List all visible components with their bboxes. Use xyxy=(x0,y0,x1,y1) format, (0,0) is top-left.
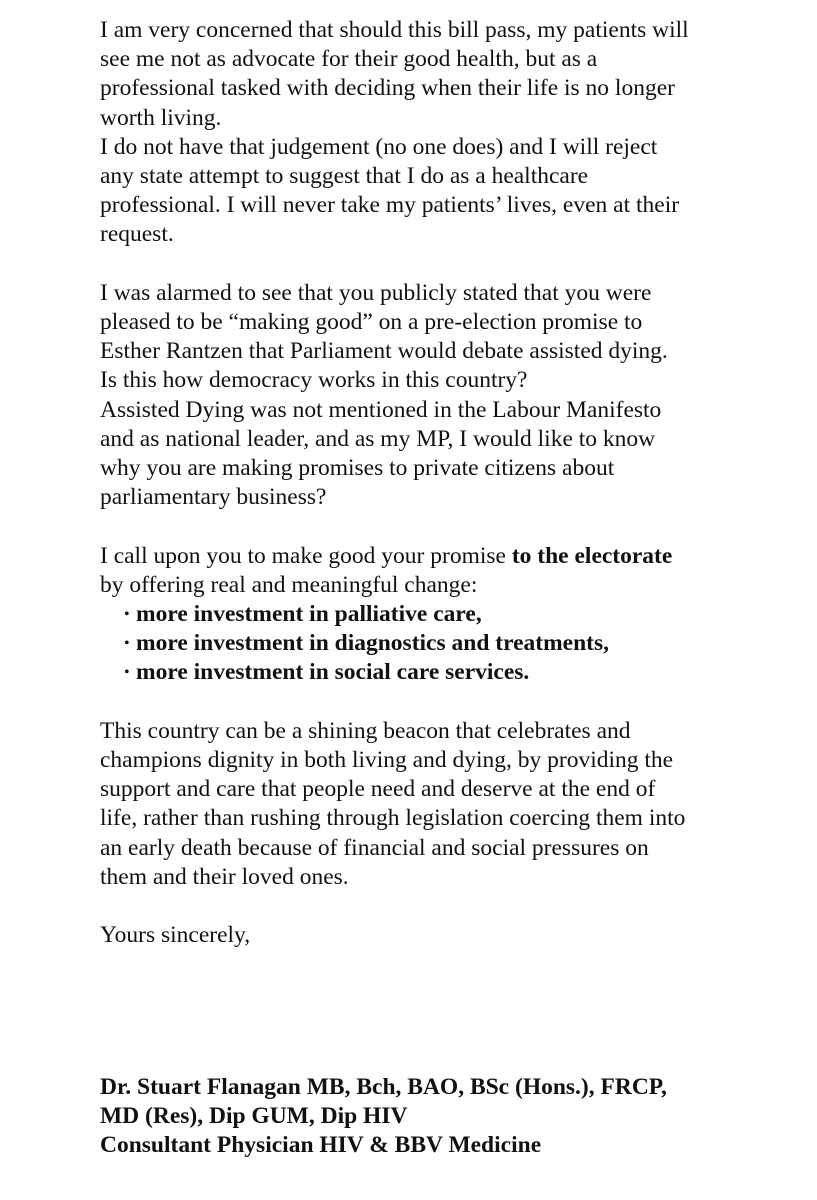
text-line: I was alarmed to see that you publicly stated that you were xyxy=(100,279,652,306)
text-line: request. xyxy=(100,221,174,248)
text-line: I do not have that judgement (no one does) and I will reject xyxy=(100,133,658,160)
text-line xyxy=(100,542,740,571)
paragraph-democracy xyxy=(100,279,740,513)
list-item xyxy=(100,629,740,658)
text-line: life, rather than rushing through legislation coercing them into xyxy=(100,805,686,832)
text-line: them and their loved ones. xyxy=(100,863,349,890)
text-line: see me not as advocate for their good health, but as a xyxy=(100,46,598,73)
text-line: an early death because of financial and social pressures on xyxy=(100,834,649,861)
paragraph-gap xyxy=(100,688,740,717)
signature-name: Dr. Stuart Flanagan MB, Bch, BAO, BSc (Hons.), FRCP, xyxy=(100,1074,667,1100)
paragraph-gap xyxy=(100,250,740,279)
signature-title: Consultant Physician HIV & BBV Medicine xyxy=(100,1132,542,1159)
text-line: support and care that people need and deserve at the end of xyxy=(100,776,656,803)
text-line: I am very concerned that should this bill pass, my patients will xyxy=(100,17,689,43)
text-line: parliamentary business? xyxy=(100,484,327,511)
bullet-icon: • xyxy=(124,635,130,653)
text-line: Esther Rantzen that Parliament would debate assisted dying. xyxy=(100,338,668,365)
paragraph-gap xyxy=(100,512,740,541)
signature-block xyxy=(100,1073,667,1161)
text-emphasis: to the electorate xyxy=(511,542,673,569)
list-item-text: more investment in palliative care, xyxy=(136,601,482,628)
text-line: This country can be a shining beacon that celebrates and xyxy=(100,717,631,744)
text-line: Assisted Dying was not mentioned in the Labour Manifesto xyxy=(100,396,662,423)
list-item-text: more investment in social care services. xyxy=(136,659,530,686)
text-line: worth living. xyxy=(100,104,222,131)
text-line: Is this how democracy works in this country? xyxy=(100,367,528,394)
text-line: and as national leader, and as my MP, I would like to know xyxy=(100,425,656,452)
letter-body xyxy=(100,16,740,950)
paragraph-beacon xyxy=(100,717,740,892)
paragraph-gap xyxy=(100,892,740,921)
text-line: pleased to be “making good” on a pre-election promise to xyxy=(100,309,643,336)
list-item-text: more investment in diagnostics and treatments, xyxy=(136,630,610,657)
paragraph-call-to-action xyxy=(100,542,740,688)
text-line: by offering real and meaningful change: xyxy=(100,571,478,598)
text-line: professional tasked with deciding when their life is no longer xyxy=(100,75,675,102)
text-line: professional. I will never take my patients’ lives, even at their xyxy=(100,192,680,219)
demands-list xyxy=(100,600,740,688)
signature-qualifications: MD (Res), Dip GUM, Dip HIV xyxy=(100,1103,408,1130)
text-line: champions dignity in both living and dying, by providing the xyxy=(100,747,674,774)
bullet-icon: • xyxy=(124,664,130,682)
paragraph-concern xyxy=(100,16,740,250)
bullet-icon: • xyxy=(124,606,130,624)
closing-salutation: Yours sincerely, xyxy=(100,922,251,949)
text-normal: I call upon you to make good your promise xyxy=(100,542,512,569)
list-item xyxy=(100,658,740,687)
text-line: any state attempt to suggest that I do as a healthcare xyxy=(100,163,589,190)
text-line: why you are making promises to private citizens about xyxy=(100,455,615,482)
list-item xyxy=(100,600,740,629)
